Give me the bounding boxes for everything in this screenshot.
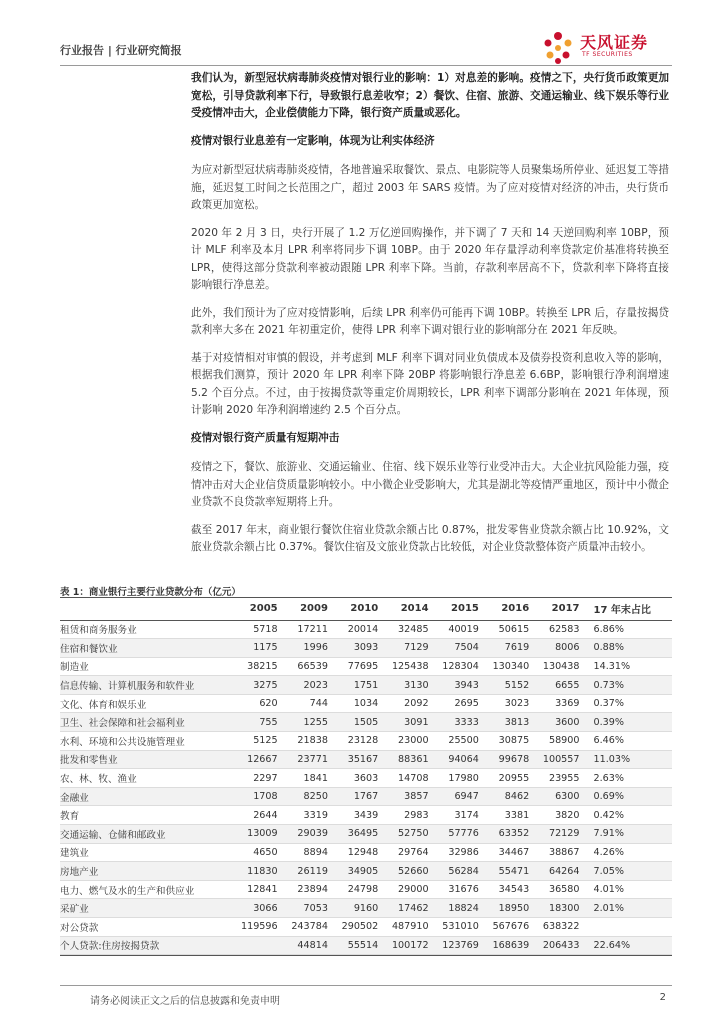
loan-value-cell: 18824 [433,899,483,918]
loan-value-cell: 4650 [231,843,281,862]
loan-value-cell: 29000 [382,880,432,899]
loan-value-cell: 23000 [382,732,432,751]
loan-value-cell: 29039 [282,825,332,844]
industry-name-cell: 批发和零售业 [60,750,231,769]
industry-name-cell: 农、林、牧、渔业 [60,769,231,788]
share-cell: 7.91% [584,825,673,844]
paragraph: 此外，我们预计为了应对疫情影响，后续 LPR 利率仍可能再下调 10BP。转换至 LPR 后，存量按揭贷款利率大多在 2021 年初重定价，使得 LPR 利率下调对银行业的影响部分在 2021 年反映。 [191,306,669,336]
loan-value-cell: 50615 [483,620,533,639]
loan-value-cell: 3023 [483,694,533,713]
loan-value-cell: 3820 [533,806,583,825]
loan-value-cell: 8894 [282,843,332,862]
table-header-cell: 2010 [332,598,382,620]
loan-value-cell: 36495 [332,825,382,844]
share-cell: 0.39% [584,713,673,732]
loan-value-cell: 3603 [332,769,382,788]
loan-value-cell: 24798 [332,880,382,899]
share-cell: 4.26% [584,843,673,862]
section-heading-margin: 疫情对银行业息差有一定影响，体现为让利实体经济 [191,134,435,147]
loan-value-cell [231,936,281,955]
loan-value-cell: 2695 [433,694,483,713]
share-cell: 2.63% [584,769,673,788]
table-row [60,825,672,844]
loan-value-cell: 23894 [282,880,332,899]
loan-value-cell: 3857 [382,787,432,806]
table-row [60,620,672,639]
table-row [60,639,672,658]
industry-name-cell: 信息传输、计算机服务和软件业 [60,676,231,695]
loan-value-cell: 21838 [282,732,332,751]
industry-name-cell: 文化、体育和娱乐业 [60,694,231,713]
loan-value-cell: 13009 [231,825,281,844]
loan-value-cell: 3369 [533,694,583,713]
loan-value-cell: 1708 [231,787,281,806]
loan-value-cell: 18300 [533,899,583,918]
loan-value-cell: 3091 [382,713,432,732]
loan-value-cell: 5125 [231,732,281,751]
loan-value-cell: 2297 [231,769,281,788]
loan-value-cell: 38215 [231,657,281,676]
share-cell: 7.05% [584,862,673,881]
loan-value-cell: 55514 [332,936,382,955]
industry-name-cell: 建筑业 [60,843,231,862]
loan-value-cell: 36580 [533,880,583,899]
loan-value-cell: 72129 [533,825,583,844]
industry-name-cell: 教育 [60,806,231,825]
loan-value-cell: 6300 [533,787,583,806]
paragraph: 截至 2017 年末，商业银行餐饮住宿业贷款余额占比 0.87%，批发零售业贷款余额占比 10.92%，文旅业贷款余额占比 0.37%。餐饮住宿及文旅业贷款占比较低，对企业贷款整体资产质量冲击较小。 [191,523,669,553]
company-logo [538,28,678,68]
industry-name-cell: 水利、环境和公共设施管理业 [60,732,231,751]
loan-value-cell: 17211 [282,620,332,639]
share-cell: 11.03% [584,750,673,769]
loan-value-cell: 8250 [282,787,332,806]
industry-name-cell: 对公贷款 [60,918,231,937]
table-row [60,676,672,695]
table-row [60,918,672,937]
loan-value-cell: 35167 [332,750,382,769]
loan-value-cell: 40019 [433,620,483,639]
table-title: 表 1：商业银行主要行业贷款分布（亿元） [60,587,241,598]
share-cell: 0.37% [584,694,673,713]
loan-value-cell: 14708 [382,769,432,788]
loan-value-cell: 567676 [483,918,533,937]
loan-value-cell: 12667 [231,750,281,769]
table-row [60,787,672,806]
loan-value-cell: 3130 [382,676,432,695]
loan-value-cell: 128304 [433,657,483,676]
table-header-cell: 2016 [483,598,533,620]
loan-value-cell: 1767 [332,787,382,806]
loan-value-cell: 3813 [483,713,533,732]
loan-value-cell: 3600 [533,713,583,732]
loan-value-cell: 25500 [433,732,483,751]
table-row [60,936,672,955]
loan-value-cell: 3066 [231,899,281,918]
loan-value-cell: 32485 [382,620,432,639]
table-header-cell: 17 年末占比 [584,598,673,620]
loan-distribution-table [60,597,672,956]
share-cell: 6.86% [584,620,673,639]
loan-value-cell: 7129 [382,639,432,658]
loan-value-cell: 56284 [433,862,483,881]
table-row [60,694,672,713]
loan-value-cell: 1996 [282,639,332,658]
share-cell: 0.42% [584,806,673,825]
loan-value-cell: 52660 [382,862,432,881]
loan-value-cell: 26119 [282,862,332,881]
loan-value-cell: 119596 [231,918,281,937]
intro-summary: 我们认为，新型冠状病毒肺炎疫情对银行业的影响：1）对息差的影响。疫情之下，央行货币政策更加宽松，引导贷款利率下行，导致银行息差收窄；2）餐饮、住宿、旅游、交通运输业、线下娱乐等行业受疫情冲击大，企业偿债能力下降，银行资产质量或恶化。 [191,72,669,119]
loan-value-cell: 58900 [533,732,583,751]
share-cell: 0.69% [584,787,673,806]
loan-value-cell: 100172 [382,936,432,955]
loan-value-cell: 63352 [483,825,533,844]
paragraph: 疫情之下，餐饮、旅游业、交通运输业、住宿、线下娱乐业等行业受冲击大。大企业抗风险能力强，疫情冲击对大企业信贷质量影响较小。中小微企业受影响大，尤其是湖北等疫情严重地区，预计中小微企业贷款不良贷款率短期将上升。 [191,461,669,508]
loan-value-cell: 23955 [533,769,583,788]
loan-value-cell: 5718 [231,620,281,639]
loan-value-cell: 12841 [231,880,281,899]
loan-value-cell: 3381 [483,806,533,825]
table-header-cell [60,598,231,620]
loan-value-cell: 6947 [433,787,483,806]
loan-value-cell: 44814 [282,936,332,955]
report-type-label: 行业报告 | 行业研究简报 [60,44,182,57]
loan-value-cell: 7619 [483,639,533,658]
industry-name-cell: 制造业 [60,657,231,676]
loan-value-cell: 100557 [533,750,583,769]
loan-value-cell: 243784 [282,918,332,937]
loan-value-cell: 6655 [533,676,583,695]
logo-name: 天风证券 [580,33,649,52]
industry-name-cell: 采矿业 [60,899,231,918]
loan-value-cell: 18950 [483,899,533,918]
loan-value-cell: 5152 [483,676,533,695]
loan-value-cell: 34467 [483,843,533,862]
industry-name-cell: 房地产业 [60,862,231,881]
loan-value-cell: 20014 [332,620,382,639]
table-header-row [60,598,672,620]
share-cell: 22.64% [584,936,673,955]
loan-value-cell: 1255 [282,713,332,732]
table-header-cell: 2005 [231,598,281,620]
loan-value-cell: 130340 [483,657,533,676]
loan-value-cell: 20955 [483,769,533,788]
loan-value-cell: 34905 [332,862,382,881]
loan-value-cell: 17462 [382,899,432,918]
share-cell: 4.01% [584,880,673,899]
paragraph: 基于对疫情相对审慎的假设，并考虑到 MLF 利率下调对同业负债成本及债券投资利息收入等的影响，根据我们测算，预计 2020 年 LPR 利率下降 20BP 将影响银行净息差 6.6BP，影响银行净利润增速 5.2 个百分点。不过，由于按揭贷款等重定价周期较长，LPR 利率下调部分影响在 2021 年体现，预计影响 2020 年净利润增速约 2.5 个百分点。 [191,351,669,416]
industry-name-cell: 个人贷款:住房按揭贷款 [60,936,231,955]
loan-value-cell: 755 [231,713,281,732]
table-header-cell: 2014 [382,598,432,620]
loan-value-cell: 3093 [332,639,382,658]
table-row [60,806,672,825]
paragraph: 2020 年 2 月 3 日，央行开展了 1.2 万亿逆回购操作，并下调了 7 天和 14 天逆回购利率 10BP，预计 MLF 利率及本月 LPR 利率将同步下调 10BP。由于 2020 年存量浮动利率贷款定价基准将转换至 LPR，使得这部分贷款利率被动跟随 LPR 利率下降。当前，存款利率居高不下，贷款利率下降将直接影响银行净息差。 [191,226,669,291]
logo-subtitle: TF SECURITIES [582,51,633,58]
loan-value-cell: 8006 [533,639,583,658]
loan-value-cell: 2023 [282,676,332,695]
footer-divider [60,985,672,986]
loan-value-cell: 64264 [533,862,583,881]
table-row [60,657,672,676]
loan-value-cell: 34543 [483,880,533,899]
share-cell: 14.31% [584,657,673,676]
loan-value-cell: 7504 [433,639,483,658]
loan-value-cell: 7053 [282,899,332,918]
loan-value-cell: 290502 [332,918,382,937]
loan-value-cell: 130438 [533,657,583,676]
loan-value-cell: 29764 [382,843,432,862]
loan-value-cell: 3333 [433,713,483,732]
loan-value-cell: 55471 [483,862,533,881]
loan-value-cell: 11830 [231,862,281,881]
industry-name-cell: 电力、燃气及水的生产和供应业 [60,880,231,899]
loan-value-cell: 62583 [533,620,583,639]
loan-value-cell: 620 [231,694,281,713]
loan-value-cell: 99678 [483,750,533,769]
paragraph: 为应对新型冠状病毒肺炎疫情，各地普遍采取餐饮、景点、电影院等人员聚集场所停业、延迟复工等措施，延迟复工时间之长范围之广，超过 2003 年 SARS 疫情。为了应对疫情对经济的冲击，央行货币政策更加宽松。 [191,164,669,211]
report-body [191,70,669,567]
industry-name-cell: 卫生、社会保障和社会福利业 [60,713,231,732]
loan-value-cell: 744 [282,694,332,713]
table-row [60,732,672,751]
table-row [60,880,672,899]
loan-value-cell: 77695 [332,657,382,676]
table-row [60,713,672,732]
loan-value-cell: 12948 [332,843,382,862]
loan-value-cell: 1751 [332,676,382,695]
loan-value-cell: 8462 [483,787,533,806]
table-header-cell: 2009 [282,598,332,620]
loan-value-cell: 3943 [433,676,483,695]
loan-value-cell: 66539 [282,657,332,676]
share-cell: 2.01% [584,899,673,918]
industry-name-cell: 金融业 [60,787,231,806]
loan-value-cell: 32986 [433,843,483,862]
loan-value-cell: 206433 [533,936,583,955]
loan-value-cell: 9160 [332,899,382,918]
loan-value-cell: 52750 [382,825,432,844]
table-body [60,620,672,955]
footer-disclaimer: 请务必阅读正文之后的信息披露和免责申明 [90,996,280,1007]
loan-value-cell: 2092 [382,694,432,713]
loan-value-cell: 1841 [282,769,332,788]
table-header-cell: 2015 [433,598,483,620]
loan-value-cell: 1175 [231,639,281,658]
industry-name-cell: 交通运输、仓储和邮政业 [60,825,231,844]
section-heading-asset-quality: 疫情对银行资产质量有短期冲击 [191,431,340,444]
loan-value-cell: 88361 [382,750,432,769]
loan-value-cell: 31676 [433,880,483,899]
loan-value-cell: 57776 [433,825,483,844]
loan-value-cell: 23771 [282,750,332,769]
loan-value-cell: 2644 [231,806,281,825]
loan-value-cell: 30875 [483,732,533,751]
loan-value-cell: 3319 [282,806,332,825]
table-header-cell: 2017 [533,598,583,620]
loan-value-cell: 123769 [433,936,483,955]
loan-value-cell: 3174 [433,806,483,825]
loan-value-cell: 23128 [332,732,382,751]
loan-value-cell: 3439 [332,806,382,825]
share-cell: 6.46% [584,732,673,751]
loan-value-cell: 487910 [382,918,432,937]
loan-value-cell: 3275 [231,676,281,695]
logo-flower-icon [538,28,578,68]
industry-name-cell: 租赁和商务服务业 [60,620,231,639]
loan-value-cell: 1034 [332,694,382,713]
loan-value-cell: 638322 [533,918,583,937]
loan-value-cell: 168639 [483,936,533,955]
share-cell: 0.88% [584,639,673,658]
loan-value-cell: 125438 [382,657,432,676]
page-number: 2 [659,992,666,1003]
table-row [60,750,672,769]
industry-name-cell: 住宿和餐饮业 [60,639,231,658]
loan-value-cell: 38867 [533,843,583,862]
loan-value-cell: 94064 [433,750,483,769]
loan-value-cell: 17980 [433,769,483,788]
table-row [60,843,672,862]
table-row [60,769,672,788]
loan-value-cell: 531010 [433,918,483,937]
table-row [60,862,672,881]
loan-value-cell: 1505 [332,713,382,732]
loan-value-cell: 2983 [382,806,432,825]
table-row [60,899,672,918]
page-header [60,33,672,66]
share-cell [584,918,673,937]
share-cell: 0.73% [584,676,673,695]
